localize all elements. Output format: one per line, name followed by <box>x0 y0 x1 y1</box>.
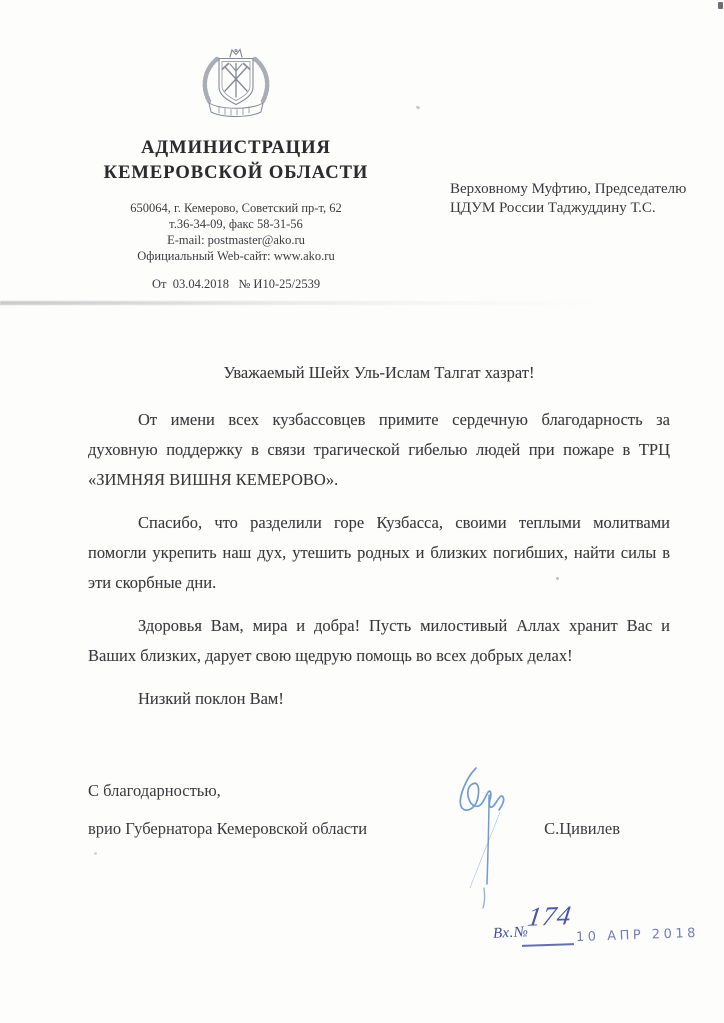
paragraph-bow: Низкий поклон Вам! <box>138 689 284 708</box>
recipient-block <box>450 180 722 218</box>
organization-name-line2: КЕМЕРОВСКОЙ ОБЛАСТИ <box>103 163 369 183</box>
organization-name <box>52 136 420 186</box>
coat-of-arms-icon <box>197 47 275 117</box>
signer-title: врио Губернатора Кемеровской области <box>88 819 368 838</box>
letter-body <box>88 358 670 727</box>
paragraph-thanks: Спасибо, что разделили горе Кузбасса, своими теплыми молитвами помогли укрепить наш дух, утешить родных и близких погибших, найти силы в эти скорбные дни. <box>88 513 670 592</box>
handwritten-signature-ink <box>432 752 522 910</box>
paragraph-gratitude: От имени всех кузбассовцев примите сердечную благодарность за духовную поддержку в связи трагической гибелью людей при пожаре в ТРЦ «ЗИМНЯЯ ВИШНЯ КЕМЕРОВО». <box>88 410 670 489</box>
recipient-line2: ЦДУМ России Таджуддину Т.С. <box>450 200 656 216</box>
paragraph-wishes: Здоровья Вам, мира и добра! Пусть милостивый Аллах хранит Вас и Ваших близких, дарует свою щедрую помощь во всех добрых делах! <box>88 616 670 665</box>
signer-name: С.Цивилев <box>544 819 620 838</box>
address-website: Официальный Web-сайт: www.ako.ru <box>137 249 335 263</box>
scan-speck <box>94 852 97 855</box>
reference-date-number: От 03.04.2018 № И10-25/2539 <box>152 277 321 291</box>
incoming-stamp-number: 174 <box>525 900 574 932</box>
recipient-line1: Верховному Муфтию, Председателю <box>450 181 687 197</box>
salutation: Уважаемый Шейх Уль-Ислам Талгат хазрат! <box>223 363 535 382</box>
letterhead-address <box>52 200 420 264</box>
organization-name-line1: АДМИНИСТРАЦИЯ <box>141 138 331 158</box>
incoming-date-stamp: 10 АПР 2018 <box>575 925 700 946</box>
letterhead <box>52 47 420 264</box>
address-street: 650064, г. Кемерово, Советский пр-т, 62 <box>130 201 342 215</box>
closing-phrase: С благодарностью, <box>88 781 221 800</box>
signature-row <box>88 819 620 839</box>
scan-speck <box>718 2 723 9</box>
address-phone-fax: т.36-34-09, факс 58-31-56 <box>169 217 303 231</box>
incoming-stamp-underline <box>522 943 574 947</box>
incoming-stamp-label: Вх.№ <box>492 924 529 942</box>
address-email: E-mail: postmaster@ako.ru <box>167 233 305 247</box>
scan-fold-line <box>0 301 724 305</box>
